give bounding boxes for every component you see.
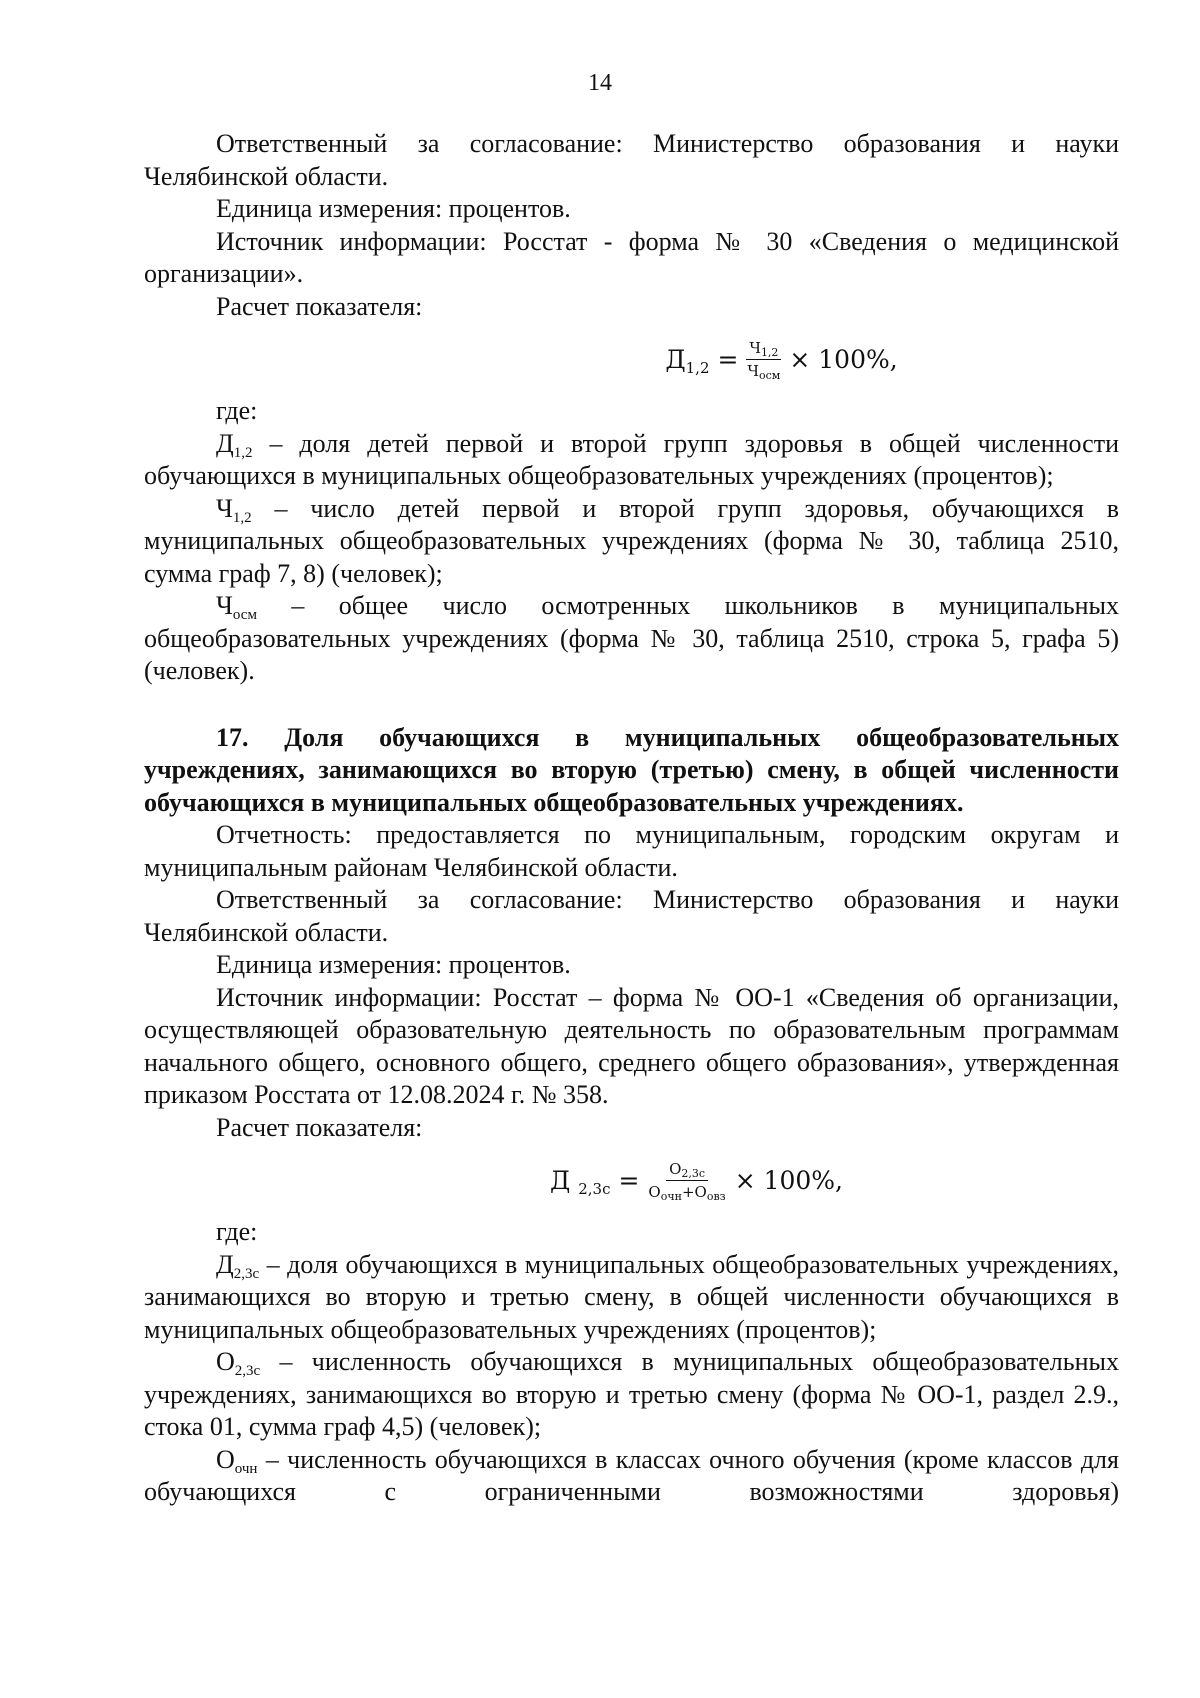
definition-d23c: $Д_{2,3с}$ – доля обучающихся в муниципальных общеобразовательных учреждениях, занимающихся во вторую и третью смену, в общей численности обучающихся в муниципальных общеобразовательных учреждениях (процентов);	[144, 1249, 1119, 1344]
formula-rhs: × 100%,	[789, 344, 898, 374]
responsible-paragraph-2: Ответственный за согласование: Министерство образования и науки Челябинской области.	[144, 885, 1119, 947]
calculation-label: Расчет показателя:	[216, 291, 423, 321]
formula-equals: =	[717, 344, 739, 374]
reporting-paragraph: Отчетность: предоставляется по муниципальным, городским округам и муниципальным районам Челябинской области.	[144, 820, 1119, 882]
formula-d12	[144, 323, 1119, 395]
definition-o23c: $О_{2,3с}$ – численность обучающихся в муниципальных общеобразовательных учреждениях, занимающихся во вторую и третью смену (форма № ОО-1, раздел 2.9., стока 01, сумма граф 4,5) (человек);	[144, 1347, 1119, 1441]
formula-numerator-2: $О_{2,3с}$	[666, 1160, 708, 1181]
where-label: где:	[216, 396, 258, 425]
formula-lhs: $Д_{1,2}$	[665, 344, 710, 377]
definition-ch12: $Ч_{1,2}$ – число детей первой и второй групп здоровья, обучающихся в муниципальных общеобразовательных учреждениях (форма № 30, таблица 2510, сумма граф 7, 8) (человек);	[144, 493, 1119, 588]
page-number: 14	[588, 70, 612, 96]
formula-denominator-2: $О_{очн}+О_{овз}$	[648, 1182, 726, 1203]
formula-d23c	[144, 1144, 1119, 1216]
unit-paragraph: Единица измерения: процентов.	[216, 194, 571, 223]
definition-chosm: $Ч_{осм}$ – общее число осмотренных школьников в муниципальных общеобразовательных учреждениях (форма № 30, таблица 2510, строка 5, графа 5) (человек).	[144, 591, 1119, 685]
formula-fraction-2	[645, 1160, 728, 1201]
definition-ooch: $О_{очн}$ – численность обучающихся в классах очного обучения (кроме классов для обучающихся с ограниченными возможностями здоровья)	[144, 1444, 1119, 1506]
definition-d12: $Д_{1,2}$ – доля детей первой и второй групп здоровья в общей численности обучающихся в муниципальных общеобразовательных учреждениях (процентов);	[144, 428, 1119, 490]
formula-equals-2: =	[618, 1165, 640, 1195]
source-paragraph-2: Источник информации: Росстат – форма № ОО-1 «Сведения об организации, осуществляющей образовательную деятельность по образовательным программам начального общего, основного общего, среднего общего образования», утвержденная приказом Росстата от 12.08.2024 г. № 358.	[144, 982, 1119, 1109]
unit-paragraph-2: Единица измерения: процентов.	[216, 950, 571, 979]
document-body	[144, 128, 1119, 1509]
responsible-paragraph: Ответственный за согласование: Министерство образования и науки Челябинской области.	[144, 129, 1119, 191]
formula-numerator: $Ч_{1,2}$	[746, 339, 781, 360]
where-label-2: где:	[216, 1217, 258, 1246]
formula-fraction	[744, 339, 783, 380]
formula-rhs-2: × 100%,	[734, 1165, 844, 1195]
calculation-label-2: Расчет показателя:	[216, 1112, 423, 1142]
formula-denominator: $Ч_{осм}$	[747, 361, 781, 382]
formula-lhs-2: Д $_{2,3с}$	[549, 1165, 611, 1198]
section-heading-17: 17. Доля обучающихся в муниципальных общеобразовательных учреждениях, занимающихся во вторую (третью) смену, в общей численности обучающихся в муниципальных общеобразовательных учреждениях.	[144, 722, 1119, 817]
source-paragraph: Источник информации: Росстат - форма № 30 «Сведения о медицинской организации».	[144, 226, 1119, 288]
